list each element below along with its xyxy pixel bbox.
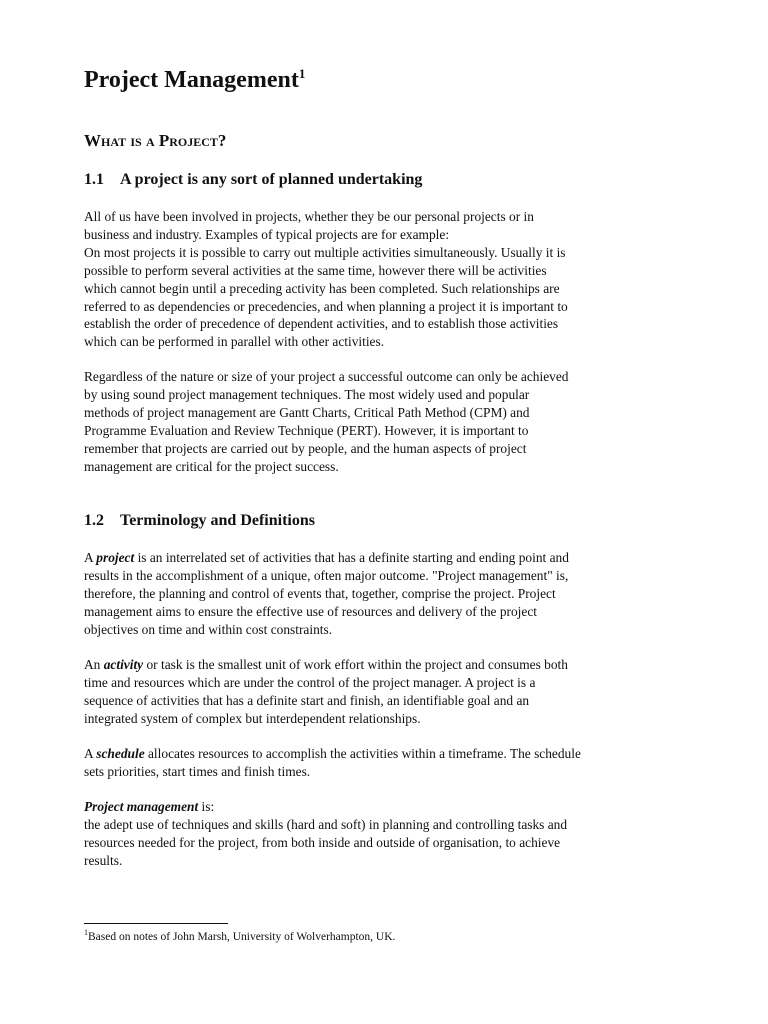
definition-prefix: An [84, 657, 104, 672]
text-line: which can be performed in parallel with other activities. [84, 334, 385, 350]
text-line [84, 745, 658, 763]
text-line: which cannot begin until a preceding activity has been completed. Such relationships are [84, 280, 560, 296]
text-line: results in the accomplishment of a unique, often major outcome. "Project management" is, [84, 567, 569, 583]
definition-text: allocates resources to accomplish the activities within a timeframe. The schedule [144, 746, 581, 761]
subsection-title: Terminology and Definitions [120, 512, 315, 529]
definition-project-management [84, 798, 658, 870]
text-line: On most projects it is possible to carry out multiple activities simultaneously. Usually it is [84, 244, 566, 260]
text-line: objectives on time and within cost constraints. [84, 621, 333, 637]
footnote-reference: 1 [298, 66, 306, 81]
definition-text: or task is the smallest unit of work effort within the project and consumes both [143, 657, 568, 672]
document-title [84, 64, 305, 96]
section-heading: What is a Project? [84, 131, 227, 150]
text-line [84, 549, 658, 567]
footnote [84, 929, 395, 945]
text-line: sets priorities, start times and finish times. [84, 763, 311, 779]
text-line: integrated system of complex but interdependent relationships. [84, 710, 421, 726]
subsection-heading-1-1 [84, 170, 422, 190]
definition-text: is: [198, 799, 215, 814]
text-line: management aims to ensure the effective use of resources and delivery of the project [84, 603, 537, 619]
document-title-text: Project Management [84, 67, 299, 93]
subsection-title: A project is any sort of planned undertaking [120, 171, 423, 188]
definition-prefix: A [84, 746, 97, 761]
text-line: referred to as dependencies or precedencies, and when planning a project it is important to [84, 298, 568, 314]
text-line: management are critical for the project success. [84, 458, 339, 474]
definition-term: activity [103, 657, 144, 672]
definition-term: project [96, 550, 135, 565]
paragraph-project-methods [84, 368, 658, 475]
text-line: remember that projects are carried out by people, and the human aspects of project [84, 440, 527, 456]
footnote-divider [84, 923, 228, 924]
text-line: Regardless of the nature or size of your project a successful outcome can only be achieved [84, 369, 569, 384]
footnote-text: Based on notes of John Marsh, University of Wolverhampton, UK. [88, 931, 396, 943]
subsection-number: 1.1 [84, 171, 104, 188]
definition-schedule [84, 745, 658, 781]
text-line: establish the order of precedence of dependent activities, and to establish those activities [84, 316, 559, 332]
definition-term: schedule [96, 746, 145, 761]
text-line: time and resources which are under the control of the project manager. A project is a [84, 674, 536, 690]
definition-term: Project management [84, 799, 199, 814]
text-line: by using sound project management techniques. The most widely used and popular [84, 386, 530, 402]
footnote-mark: 1 [84, 928, 88, 938]
definition-prefix: A [84, 550, 97, 565]
document-page [84, 0, 658, 1024]
subsection-heading-1-2 [84, 511, 315, 531]
text-line: Programme Evaluation and Review Technique (PERT). However, it is important to [84, 422, 529, 438]
text-line: methods of project management are Gantt Charts, Critical Path Method (CPM) and [84, 404, 530, 420]
definition-activity [84, 656, 658, 728]
text-line [84, 656, 658, 674]
text-line: resources needed for the project, from both inside and outside of organisation, to achieve [84, 834, 561, 850]
text-line [84, 798, 658, 816]
text-line: business and industry. Examples of typical projects are for example: [84, 226, 450, 242]
text-line: sequence of activities that has a definite start and finish, an identifiable goal and an [84, 692, 530, 708]
definition-text: is an interrelated set of activities that has a definite starting and ending point and [134, 550, 569, 565]
text-line: results. [84, 852, 123, 868]
text-line: the adept use of techniques and skills (hard and soft) in planning and controlling tasks and [84, 816, 568, 832]
text-line: All of us have been involved in projects, whether they be our personal projects or in [84, 209, 534, 224]
definition-project [84, 549, 658, 639]
subsection-number: 1.2 [84, 512, 104, 529]
text-line: therefore, the planning and control of events that, together, comprise the project. Project [84, 585, 556, 601]
text-line: possible to perform several activities at the same time, however there will be activities [84, 262, 547, 278]
paragraph-projects-intro [84, 208, 658, 351]
